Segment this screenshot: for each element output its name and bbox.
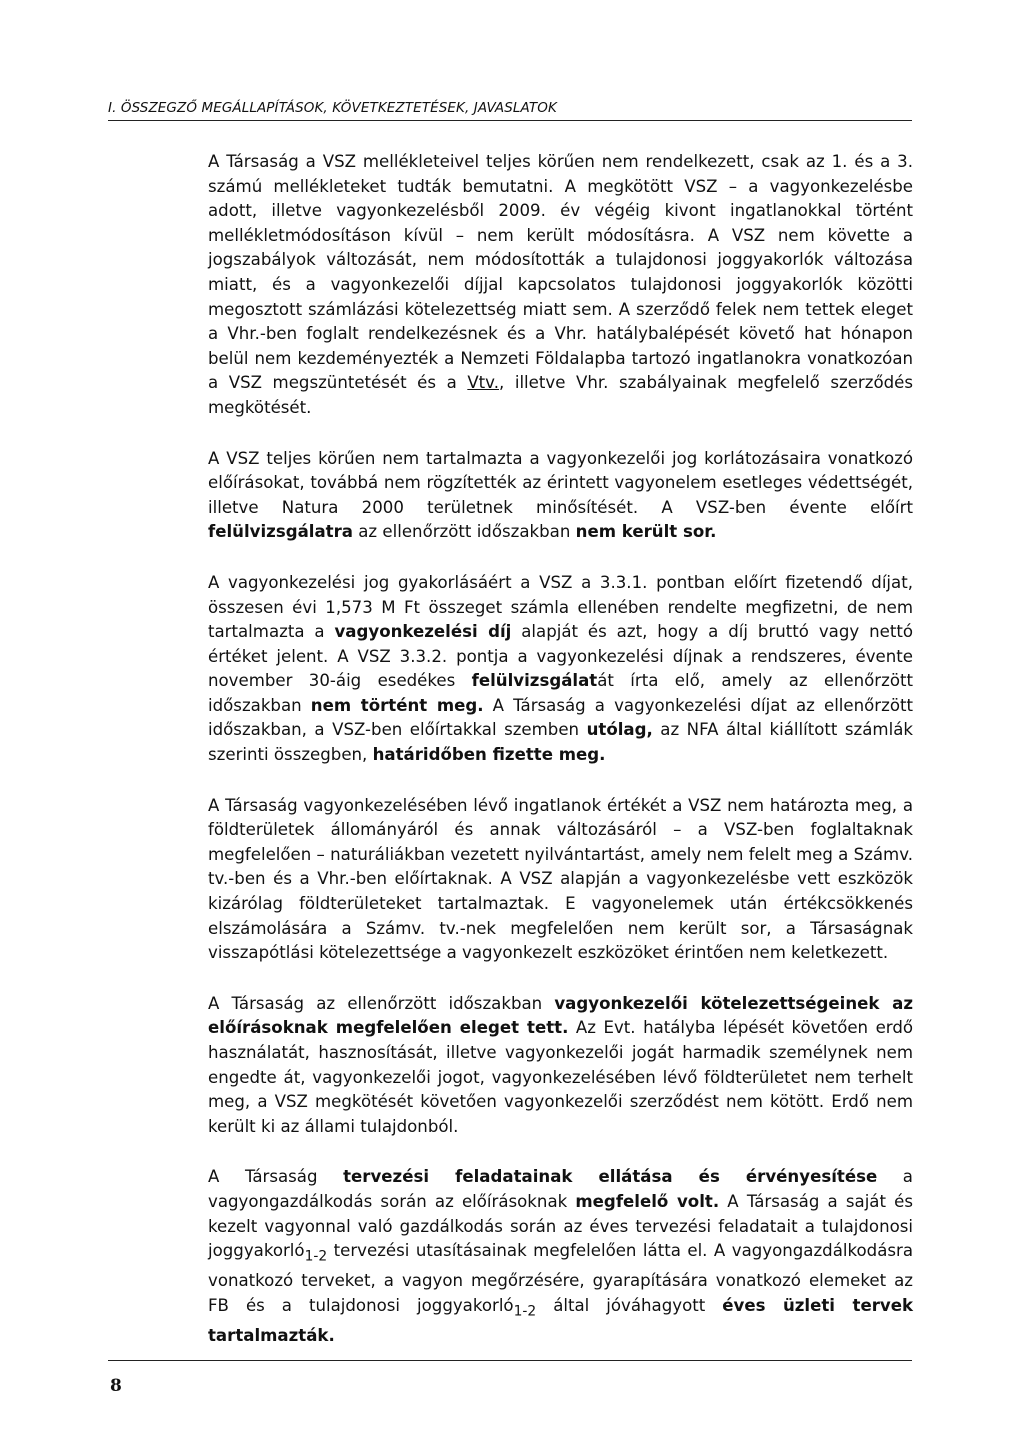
- paragraph-planning: A Társaság tervezési feladatainak ellátása és érvényesítése a vagyongazdálkodás során az előírásoknak megfelelő volt. A Társaság a saját és kezelt vagyonnal való gazdálkodás során az éves tervezési feladatait a tulajdonosi joggyakorló$_{1-2}$ tervezési utasításainak megfelelően látta el. A vagyongazdálkodásra vonatkozó terveket, a vagyon megőrzésére, gyarapítására vonatkozó elemeket az FB és a tulajdonosi joggyakorló$_{1-2}$ által jóváhagyott éves üzleti tervek tartalmazták.: [208, 1167, 913, 1345]
- law-reference-vtv: Vtv.: [467, 373, 499, 393]
- paragraph-asset-valuation: A Társaság vagyonkezelésében lévő ingatlanok értékét a VSZ nem határozta meg, a földterületek állományáról és annak változásáról – a VSZ-ben foglaltaknak megfelelően – naturáliákban vezetett nyilvántartást, amely nem felelt meg a Számv. tv.-ben és a Vhr.-ben előírtaknak. A VSZ alapján a vagyonkezelésbe vett eszközök kizárólag földterületeket tartalmaztak. E vagyonelemek után értékcsökkenés elszámolására a Számv. tv.-nek megfelelően nem került sor, a Társaságnak visszapótlási kötelezettsége a vagyonkezelt eszközöket érintően nem keletkezett.: [208, 795, 913, 963]
- paragraph-obligations: A Társaság az ellenőrzött időszakban vagyonkezelői kötelezettségeinek az előírásoknak megfelelően eleget tett. Az Evt. hatályba lépését követően erdő használatát, hasznosítását, illetve vagyonkezelői jogát harmadik személynek nem engedte át, vagyonkezelői jogot, vagyonkezelésében lévő földterületet nem terhelt meg, a VSZ megkötését követően vagyonkezelői szerződést nem kötött. Erdő nem került ki az állami tulajdonból.: [208, 993, 913, 1136]
- paragraph-restrictions: A VSZ teljes körűen nem tartalmazta a vagyonkezelői jog korlátozásaira vonatkozó előírásokat, továbbá nem rögzítették az érintett vagyonelem esetleges védettségét, illetve Natura 2000 területnek minősítését. A VSZ-ben évente előírt felülvizsgálatra az ellenőrzött időszakban nem került sor.: [208, 448, 913, 542]
- page-body: [208, 150, 913, 1374]
- page-number: 8: [110, 1376, 122, 1396]
- paragraph-management-fee: A vagyonkezelési jog gyakorlásáért a VSZ a 3.3.1. pontban előírt fizetendő díjat, összesen évi 1,573 M Ft összeget számla ellenében rendelte megfizetni, de nem tartalmazta a vagyonkezelési díj alapját és azt, hogy a díj bruttó vagy nettó értéket jelent. A VSZ 3.3.2. pontja a vagyonkezelési díjnak a rendszeres, évente november 30-áig esedékes felülvizsgálatát írta elő, amely az ellenőrzött időszakban nem történt meg. A Társaság a vagyonkezelési díjat az ellenőrzött időszakban, a VSZ-ben előírtakkal szemben utólag, az NFA által kiállított számlák szerinti összegben, határidőben fizette meg.: [208, 572, 914, 765]
- footer-divider: [108, 1360, 912, 1361]
- running-header: I. ÖSSZEGZŐ MEGÁLLAPÍTÁSOK, KÖVETKEZTETÉSEK, JAVASLATOK: [108, 100, 912, 121]
- paragraph-annexes: A Társaság a VSZ mellékleteivel teljes körűen nem rendelkezett, csak az 1. és a 3. számú mellékleteket tudták bemutatni. A megkötött VSZ – a vagyonkezelésbe adott, illetve vagyonkezelésből 2009. év végéig kivont ingatlanokkal történt mellékletmódosításon kívül – nem került módosításra. A VSZ nem követte a jogszabályok változását, nem módosították a tulajdonosi joggyakorlók változása miatt, és a vagyonkezelői díjjal kapcsolatos tulajdonosi joggyakorlók közötti megosztott számlázási kötelezettség miatt sem. A szerződő felek nem tettek eleget a Vhr.-ben foglalt rendelkezésnek és a Vhr. hatálybalépését követő hat hónapon belül nem kezdeményezték a Nemzeti Földalapba tartozó ingatlanokra vonatkozóan a VSZ megszüntetését és a Vtv., illetve Vhr. szabályainak megfelelő szerződés megkötését.: [208, 152, 913, 417]
